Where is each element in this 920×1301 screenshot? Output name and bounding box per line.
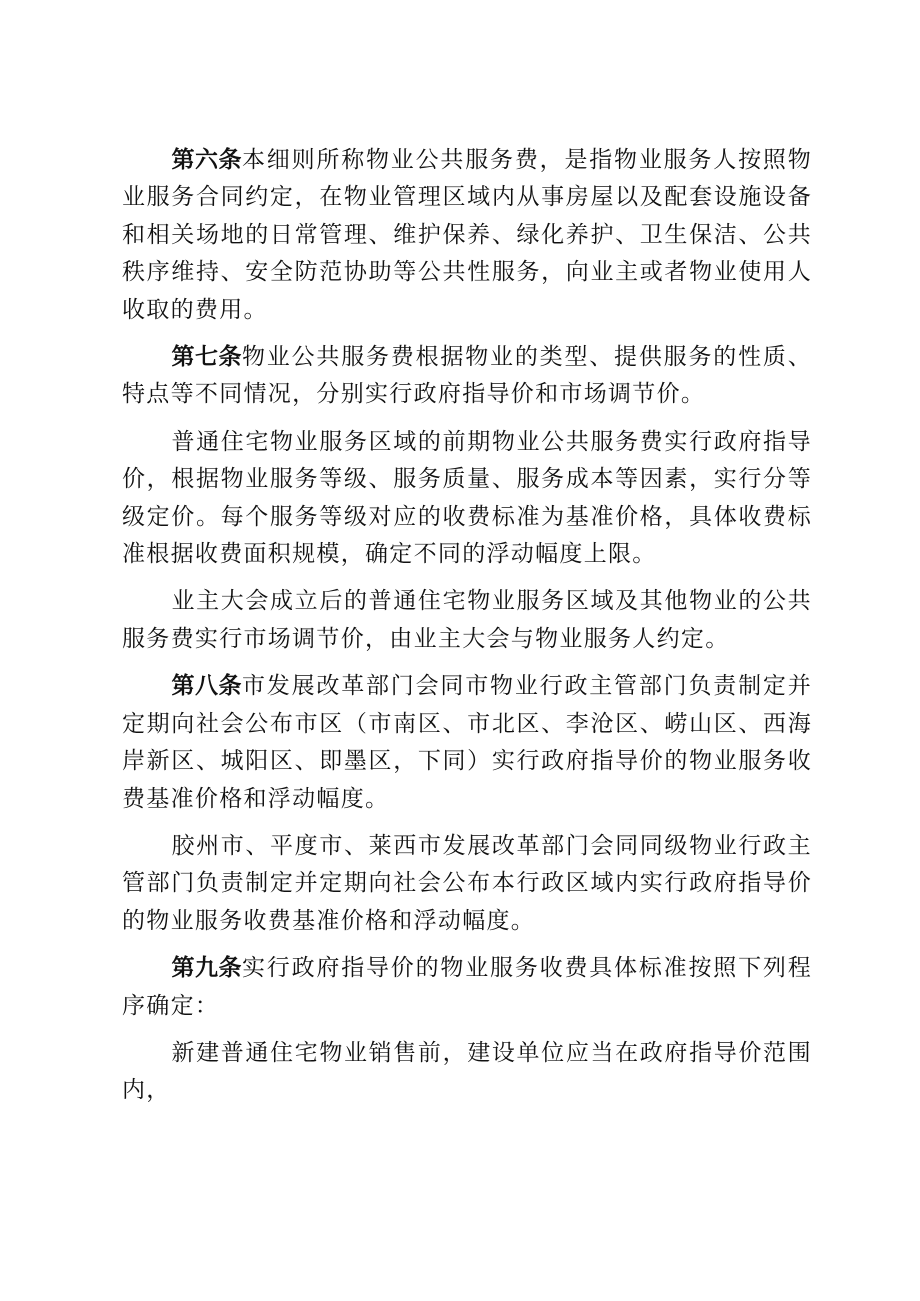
- article-8-number: 第八条: [171, 673, 242, 700]
- article-9-clause-2-text: 新建普通住宅物业销售前，建设单位应当在政府指导价范围内，: [122, 1039, 812, 1104]
- article-7-clause-3-text: 业主大会成立后的普通住宅物业服务区域及其他物业的公共服务费实行市场调节价，由业主大会与物业服务人约定。: [122, 588, 812, 652]
- article-7-paragraph: [122, 339, 812, 414]
- article-7-clause-3: [122, 583, 812, 658]
- article-6-paragraph: [122, 142, 812, 329]
- article-7-number: 第七条: [171, 344, 242, 371]
- article-6-text: 本细则所称物业公共服务费，是指物业服务人按照物业服务合同约定，在物业管理区域内从事房屋以及配套设施设备和相关场地的日常管理、维护保养、绿化养护、卫生保洁、公共秩序维持、安全防范协助等公共性服务，向业主或者物业使用人收取的费用。: [122, 147, 813, 323]
- article-8-text: 市发展改革部门会同市物业行政主管部门负责制定并定期向社会公布市区（市南区、市北区、李沧区、崂山区、西海岸新区、城阳区、即墨区，下同）实行政府指导价的物业服务收费基准价格和浮动幅度。: [122, 673, 813, 812]
- article-9-paragraph: [122, 950, 812, 1025]
- article-9-text: 实行政府指导价的物业服务收费具体标准按照下列程序确定：: [122, 955, 813, 1019]
- article-6-number: 第六条: [171, 147, 242, 173]
- article-8-paragraph: [122, 668, 812, 818]
- article-7-clause-2: [122, 424, 812, 574]
- article-9-number: 第九条: [171, 955, 242, 982]
- document-body: [122, 142, 812, 1120]
- article-7-clause-2-text: 普通住宅物业服务区域的前期物业公共服务费实行政府指导价，根据物业服务等级、服务质量、服务成本等因素，实行分等级定价。每个服务等级对应的收费标准为基准价格，具体收费标准根据收费面积规模，确定不同的浮动幅度上限。: [122, 428, 812, 568]
- article-8-clause-2-text: 胶州市、平度市、莱西市发展改革部门会同同级物业行政主管部门负责制定并定期向社会公布本行政区域内实行政府指导价的物业服务收费基准价格和浮动幅度。: [122, 832, 812, 934]
- article-9-clause-2: [122, 1035, 812, 1110]
- article-7-text: 物业公共服务费根据物业的类型、提供服务的性质、特点等不同情况，分别实行政府指导价和市场调节价。: [122, 344, 813, 408]
- article-8-clause-2: [122, 828, 812, 940]
